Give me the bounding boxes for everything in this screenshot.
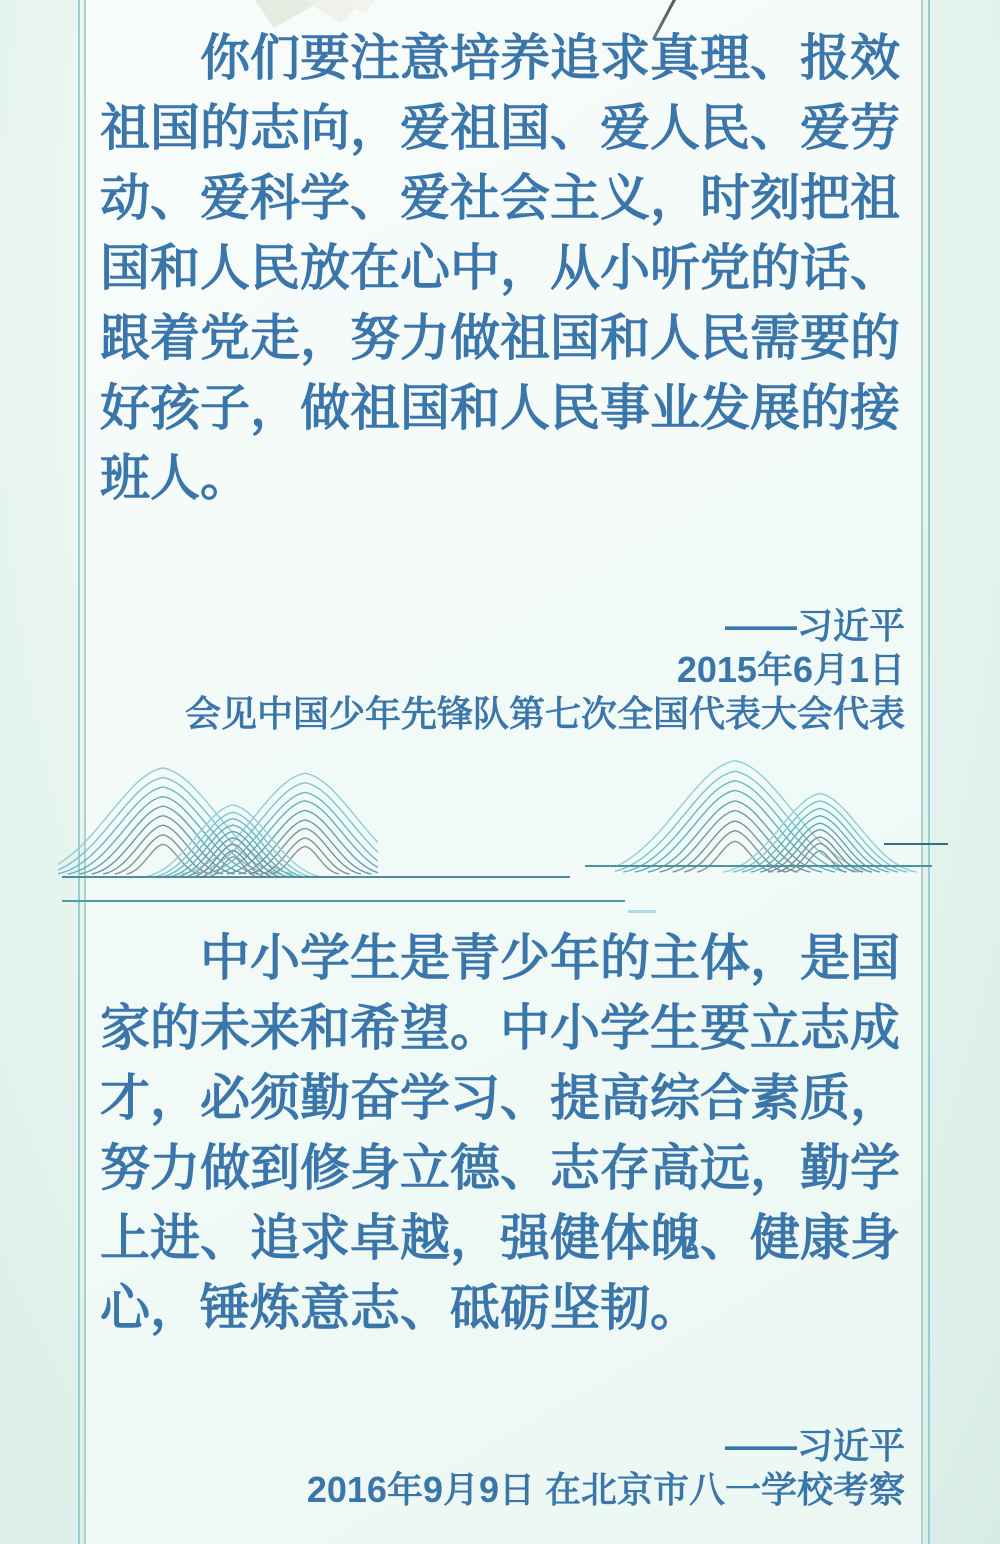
quote-line: 中小学生是青少年的主体，是国: [200, 930, 900, 986]
quote-line: 动、爱科学、爱社会主义，时刻把祖: [100, 170, 900, 226]
divider-rule-left-lower: [62, 900, 625, 902]
quote-line: 上进、追求卓越，强健体魄、健康身: [100, 1210, 900, 1266]
attribution-date-occasion: 2016年9月9日 在北京市八一学校考察: [306, 1469, 905, 1510]
quote-line: 祖国的志向，爱祖国、爱人民、爱劳: [100, 100, 900, 156]
mountain-decoration-right: [615, 748, 960, 888]
quote-block-1: [100, 23, 906, 513]
quote-line: 你们要注意培养追求真理、报效: [200, 30, 900, 86]
quote-line: 才，必须勤奋学习、提高综合素质，: [100, 1070, 900, 1126]
attribution-occasion: 会见中国少年先锋队第七次全国代表大会代表: [184, 693, 905, 734]
quote-line: 努力做到修身立德、志存高远，勤学: [100, 1140, 900, 1196]
divider-rule-left-long: [62, 876, 570, 878]
quote-line: 心，锤炼意志、砥砺坚韧。: [100, 1280, 700, 1336]
divider-rule-right-long: [585, 865, 932, 867]
divider-dash-light: [628, 910, 656, 913]
divider-rule-right-short: [884, 843, 948, 845]
attribution-author: ——习近平: [724, 1425, 905, 1466]
attribution-1: [100, 604, 905, 736]
attribution-date: 2015年6月1日: [676, 649, 905, 690]
attribution-author: ——习近平: [724, 605, 905, 646]
quote-line: 班人。: [100, 450, 250, 506]
quote-block-2: [100, 923, 906, 1343]
quote-line: 好孩子，做祖国和人民事业发展的接: [100, 380, 900, 436]
quote-line: 家的未来和希望。中小学生要立志成: [100, 1000, 900, 1056]
attribution-2: [100, 1424, 905, 1512]
mountain-decoration-left: [58, 756, 378, 890]
quote-line: 跟着党走，努力做祖国和人民需要的: [100, 310, 900, 366]
quote-line: 国和人民放在心中，从小听党的话、: [100, 240, 900, 296]
